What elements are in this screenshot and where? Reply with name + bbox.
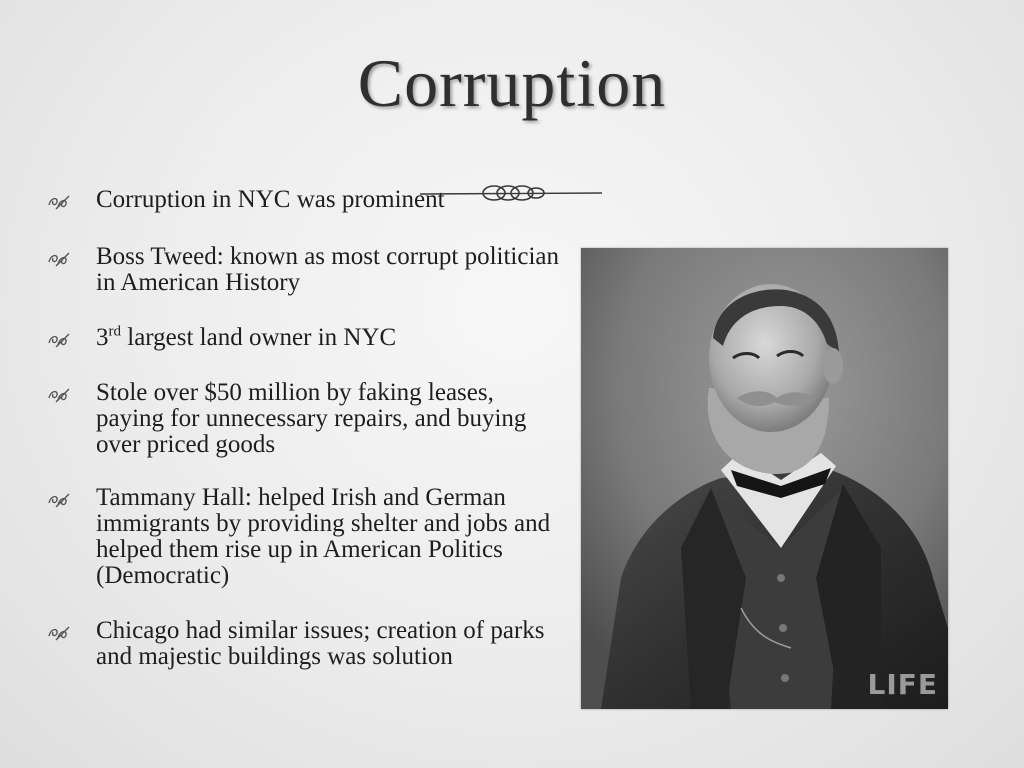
portrait-illustration bbox=[581, 248, 948, 709]
bullet-item bbox=[42, 618, 562, 670]
swirl-bullet-icon bbox=[46, 250, 72, 268]
bullet-text: Chicago had similar issues; creation of parks and majestic buildings was solution bbox=[96, 617, 545, 670]
bullet-text: Stole over $50 million by faking leases, paying for unnecessary repairs, and buying over priced goods bbox=[96, 379, 527, 458]
bullet-text: Boss Tweed: known as most corrupt politician in American History bbox=[96, 243, 560, 296]
swirl-bullet-icon bbox=[46, 193, 72, 211]
bullet-text-number: 3 bbox=[96, 324, 109, 351]
bullet-text-ordinal: rd bbox=[108, 323, 121, 340]
bullet-item bbox=[42, 380, 562, 458]
swirl-bullet-icon bbox=[46, 491, 72, 509]
bullet-text: Tammany Hall: helped Irish and German immigrants by providing shelter and jobs and helped them rise up in American Politics (Democratic) bbox=[96, 484, 551, 589]
swirl-bullet-icon bbox=[46, 386, 72, 404]
bullet-item bbox=[42, 187, 445, 213]
title-ornament bbox=[418, 180, 604, 206]
swirl-bullet-icon bbox=[46, 331, 72, 349]
bullet-text: largest land owner in NYC bbox=[121, 324, 397, 351]
bullet-text: Corruption in NYC was prominent bbox=[96, 186, 445, 213]
bullet-item bbox=[42, 485, 562, 589]
swirl-bullet-icon bbox=[46, 624, 72, 642]
portrait-photo bbox=[581, 248, 948, 709]
photo-watermark: LIFE bbox=[867, 668, 938, 701]
bullet-item bbox=[42, 244, 562, 296]
slide-title: Corruption bbox=[357, 45, 667, 121]
bullet-item bbox=[42, 325, 396, 351]
